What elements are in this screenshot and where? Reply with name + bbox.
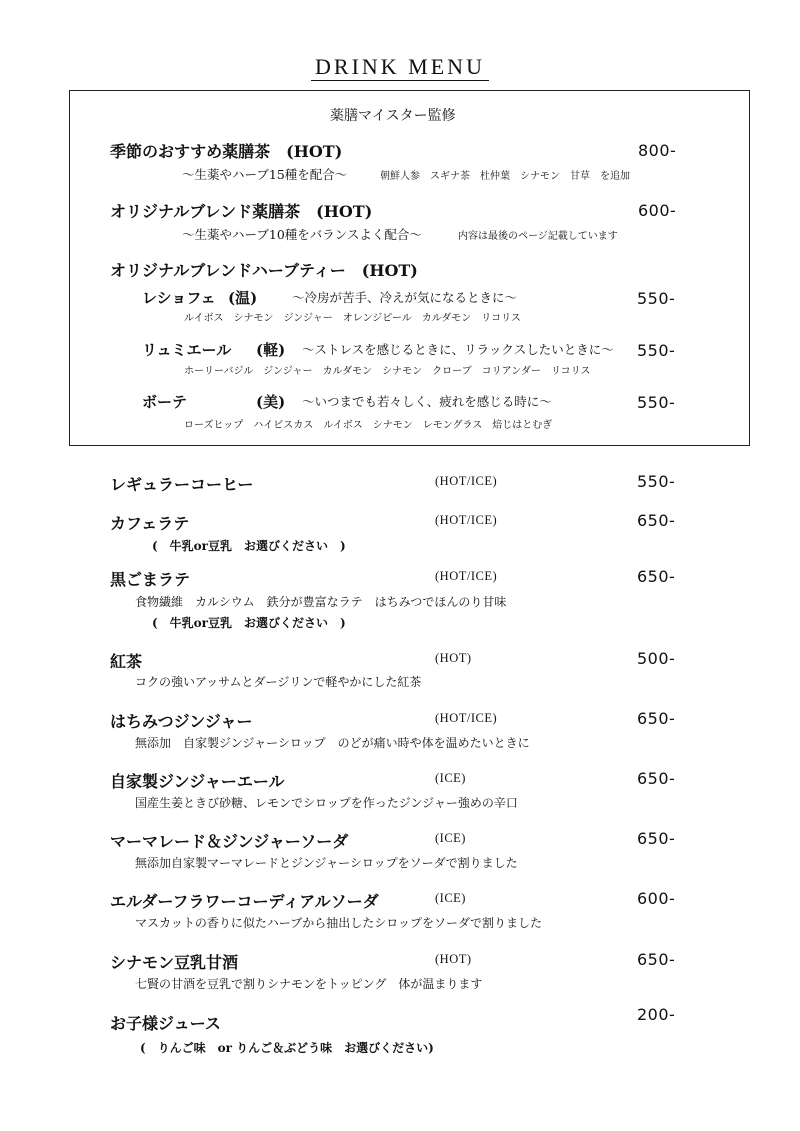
drink-temp: (HOT) bbox=[435, 651, 472, 665]
herb-tea-note: ～いつまでも若々しく、疲れを感じる時に～ bbox=[302, 394, 552, 409]
drink-option: ( 牛乳or豆乳 お選びください ) bbox=[152, 539, 346, 553]
drink-description: 無添加自家製マーマレードとジンジャーシロップをソーダで割りました bbox=[135, 856, 518, 870]
drink-option: ( 牛乳or豆乳 お選びください ) bbox=[152, 616, 346, 630]
herb-tea-ingredients: ルイボス シナモン ジンジャー オレンジピール カルダモン リコリス bbox=[184, 313, 521, 324]
original-tea-name: オリジナルブレンド薬膳茶 (HOT) bbox=[110, 202, 373, 221]
herb-tea-heading: オリジナルブレンドハーブティー (HOT) bbox=[110, 261, 418, 280]
drink-name: エルダーフラワーコーディアルソーダ bbox=[110, 892, 379, 911]
herb-tea-price: 550- bbox=[637, 393, 676, 412]
drink-name: 紅茶 bbox=[110, 652, 143, 671]
herb-tea-type: (温) bbox=[228, 289, 258, 307]
drink-price: 600- bbox=[637, 889, 676, 908]
herb-tea-type: (美) bbox=[256, 393, 286, 411]
herb-tea-name: リュミエール bbox=[142, 341, 232, 359]
herb-tea-note: ～冷房が苦手、冷えが気になるときに～ bbox=[292, 290, 518, 305]
herb-tea-ingredients: ホーリーバジル ジンジャー カルダモン シナモン クローブ コリアンダー リコリス bbox=[184, 366, 591, 377]
original-tea-price: 600- bbox=[638, 201, 677, 220]
drink-temp: (ICE) bbox=[435, 891, 466, 905]
drink-price: 650- bbox=[637, 709, 676, 728]
original-tea-note: ～生薬やハーブ10種をバランスよく配合～ bbox=[182, 227, 422, 242]
drink-name: カフェラテ bbox=[110, 514, 190, 533]
drink-temp: (HOT/ICE) bbox=[435, 569, 498, 583]
drink-price: 200- bbox=[637, 1005, 676, 1024]
drink-price: 500- bbox=[637, 649, 676, 668]
herbal-tea-section bbox=[69, 90, 750, 446]
drink-temp: (HOT/ICE) bbox=[435, 513, 498, 527]
drink-name: はちみつジンジャー bbox=[110, 712, 253, 731]
drink-description: マスカットの香りに似たハーブから抽出したシロップをソーダで割りました bbox=[135, 916, 543, 930]
section-subheading: 薬膳マイスター監修 bbox=[330, 108, 456, 124]
drink-name: マーマレード＆ジンジャーソーダ bbox=[110, 832, 349, 851]
drink-temp: (ICE) bbox=[435, 771, 466, 785]
drink-temp: (ICE) bbox=[435, 831, 466, 845]
drink-description: 七賢の甘酒を豆乳で割りシナモンをトッピング 体が温まります bbox=[135, 977, 483, 991]
menu-title-text: DRINK MENU bbox=[311, 54, 489, 81]
drink-name: お子様ジュース bbox=[110, 1014, 221, 1033]
drink-description: 無添加 自家製ジンジャーシロップ のどが痛い時や体を温めたいときに bbox=[135, 736, 530, 750]
drink-description: 食物繊維 カルシウム 鉄分が豊富なラテ はちみつでほんのり甘味 bbox=[135, 595, 507, 609]
herb-tea-price: 550- bbox=[637, 289, 676, 308]
seasonal-tea-price: 800- bbox=[638, 141, 677, 160]
herb-tea-name: レショフェ bbox=[142, 289, 216, 307]
herb-tea-ingredients: ローズヒップ ハイビスカス ルイボス シナモン レモングラス 焙じはとむぎ bbox=[184, 420, 553, 431]
original-tea-extra: 内容は最後のページ記載しています bbox=[458, 231, 618, 242]
drink-name: レギュラーコーヒー bbox=[110, 475, 254, 494]
herb-tea-note: ～ストレスを感じるときに、リラックスしたいときに～ bbox=[302, 342, 614, 357]
drink-temp: (HOT) bbox=[435, 952, 472, 966]
drink-name: 自家製ジンジャーエール bbox=[110, 772, 285, 791]
drink-price: 650- bbox=[637, 511, 676, 530]
drink-temp: (HOT/ICE) bbox=[435, 474, 498, 488]
drink-description: コクの強いアッサムとダージリンで軽やかにした紅茶 bbox=[135, 675, 422, 689]
herb-tea-price: 550- bbox=[637, 341, 676, 360]
seasonal-tea-extra: 朝鮮人参 スギナ茶 杜仲葉 シナモン 甘草 を追加 bbox=[380, 171, 630, 182]
drink-price: 650- bbox=[637, 829, 676, 848]
drink-temp: (HOT/ICE) bbox=[435, 711, 498, 725]
seasonal-tea-note: ～生薬やハーブ15種を配合～ bbox=[182, 167, 348, 182]
drink-price: 650- bbox=[637, 567, 676, 586]
drink-description: 国産生姜ときび砂糖、レモンでシロップを作ったジンジャー強めの辛口 bbox=[135, 796, 518, 810]
drink-name: 黒ごまラテ bbox=[110, 570, 191, 589]
menu-title bbox=[0, 54, 800, 80]
drink-option: ( りんご味 or りんご＆ぶどう味 お選びください) bbox=[140, 1041, 434, 1055]
drink-price: 550- bbox=[637, 472, 676, 491]
drink-price: 650- bbox=[637, 769, 676, 788]
seasonal-tea-name: 季節のおすすめ薬膳茶 (HOT) bbox=[110, 142, 343, 161]
drink-name: シナモン豆乳甘酒 bbox=[110, 953, 239, 972]
herb-tea-type: (軽) bbox=[256, 341, 286, 359]
herb-tea-name: ボーテ bbox=[142, 393, 188, 411]
drink-price: 650- bbox=[637, 950, 676, 969]
